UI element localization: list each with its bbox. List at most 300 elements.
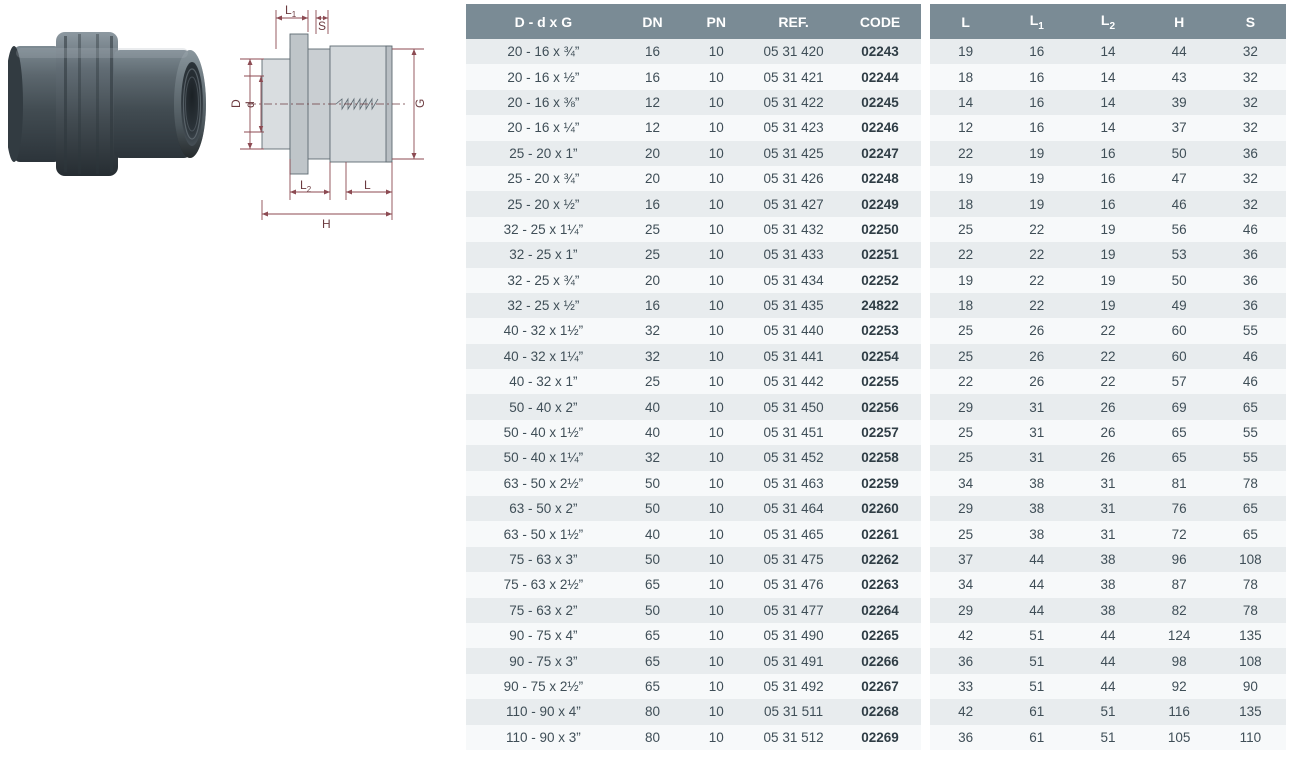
cell-ref: 05 31 492 xyxy=(748,674,839,699)
cell-dn: 20 xyxy=(621,141,685,166)
cell-code: 02264 xyxy=(839,598,921,623)
cell-L1: 38 xyxy=(1001,496,1072,521)
cell-ref: 05 31 420 xyxy=(748,39,839,64)
cell-L: 34 xyxy=(930,471,1001,496)
cell-L: 42 xyxy=(930,699,1001,724)
cell-L: 36 xyxy=(930,725,1001,750)
cell-L1: 31 xyxy=(1001,394,1072,419)
cell-S: 90 xyxy=(1215,674,1286,699)
cell-dn: 40 xyxy=(621,521,685,546)
header-H: H xyxy=(1144,4,1215,39)
table-row xyxy=(930,699,1286,724)
cell-S: 46 xyxy=(1215,217,1286,242)
cell-L: 29 xyxy=(930,598,1001,623)
cell-S: 36 xyxy=(1215,141,1286,166)
cell-ref: 05 31 435 xyxy=(748,293,839,318)
cell-H: 76 xyxy=(1144,496,1215,521)
cell-L2: 14 xyxy=(1072,90,1143,115)
cell-L: 18 xyxy=(930,191,1001,216)
cell-dn: 12 xyxy=(621,115,685,140)
cell-pn: 10 xyxy=(684,318,748,343)
table-row xyxy=(930,420,1286,445)
cell-L2: 44 xyxy=(1072,674,1143,699)
cell-L: 12 xyxy=(930,115,1001,140)
table-row xyxy=(930,674,1286,699)
cell-L1: 22 xyxy=(1001,268,1072,293)
cell-S: 32 xyxy=(1215,115,1286,140)
cell-dimensions: 32 - 25 x 1” xyxy=(466,242,621,267)
cell-code: 02253 xyxy=(839,318,921,343)
drawing-label-L2: $L_2$ xyxy=(300,178,312,194)
cell-L: 25 xyxy=(930,445,1001,470)
cell-L1: 51 xyxy=(1001,623,1072,648)
header-dn: DN xyxy=(621,4,685,39)
table-row xyxy=(466,471,921,496)
table-row xyxy=(466,699,921,724)
cell-code: 02249 xyxy=(839,191,921,216)
cell-code: 02243 xyxy=(839,39,921,64)
cell-H: 53 xyxy=(1144,242,1215,267)
cell-H: 39 xyxy=(1144,90,1215,115)
table-row xyxy=(930,496,1286,521)
cell-dn: 65 xyxy=(621,674,685,699)
cell-S: 32 xyxy=(1215,39,1286,64)
cell-L2: 44 xyxy=(1072,623,1143,648)
cell-dn: 16 xyxy=(621,64,685,89)
cell-dimensions: 63 - 50 x 2½” xyxy=(466,471,621,496)
cell-ref: 05 31 426 xyxy=(748,166,839,191)
cell-ref: 05 31 440 xyxy=(748,318,839,343)
cell-L2: 14 xyxy=(1072,64,1143,89)
cell-H: 60 xyxy=(1144,318,1215,343)
cell-dimensions: 20 - 16 x ½” xyxy=(466,64,621,89)
cell-dn: 80 xyxy=(621,725,685,750)
table-row xyxy=(466,141,921,166)
cell-code: 02259 xyxy=(839,471,921,496)
cell-code: 02247 xyxy=(839,141,921,166)
cell-ref: 05 31 491 xyxy=(748,648,839,673)
cell-S: 65 xyxy=(1215,394,1286,419)
cell-pn: 10 xyxy=(684,90,748,115)
cell-L: 36 xyxy=(930,648,1001,673)
cell-L: 19 xyxy=(930,39,1001,64)
cell-code: 02262 xyxy=(839,547,921,572)
cell-S: 55 xyxy=(1215,445,1286,470)
cell-H: 56 xyxy=(1144,217,1215,242)
cell-code: 02244 xyxy=(839,64,921,89)
cell-pn: 10 xyxy=(684,115,748,140)
table-row xyxy=(930,39,1286,64)
cell-S: 46 xyxy=(1215,369,1286,394)
cell-L: 18 xyxy=(930,64,1001,89)
table-row xyxy=(930,598,1286,623)
table-row xyxy=(466,191,921,216)
cell-dimensions: 20 - 16 x ¼” xyxy=(466,115,621,140)
header-S: S xyxy=(1215,4,1286,39)
cell-S: 135 xyxy=(1215,699,1286,724)
table-row xyxy=(930,521,1286,546)
drawing-label-L: L xyxy=(364,178,371,192)
cell-L1: 22 xyxy=(1001,293,1072,318)
cell-H: 50 xyxy=(1144,268,1215,293)
cell-L: 22 xyxy=(930,141,1001,166)
cell-dimensions: 90 - 75 x 2½” xyxy=(466,674,621,699)
table-row xyxy=(466,344,921,369)
cell-pn: 10 xyxy=(684,572,748,597)
cell-dimensions: 32 - 25 x 1¼” xyxy=(466,217,621,242)
table-row xyxy=(466,90,921,115)
cell-ref: 05 31 441 xyxy=(748,344,839,369)
cell-L1: 22 xyxy=(1001,217,1072,242)
cell-L: 22 xyxy=(930,369,1001,394)
cell-L1: 19 xyxy=(1001,141,1072,166)
cell-ref: 05 31 490 xyxy=(748,623,839,648)
cell-L1: 22 xyxy=(1001,242,1072,267)
table-row xyxy=(466,598,921,623)
cell-dimensions: 50 - 40 x 1½” xyxy=(466,420,621,445)
cell-H: 92 xyxy=(1144,674,1215,699)
table-row xyxy=(930,293,1286,318)
cell-S: 46 xyxy=(1215,344,1286,369)
cell-L2: 38 xyxy=(1072,598,1143,623)
cell-L2: 14 xyxy=(1072,115,1143,140)
cell-pn: 10 xyxy=(684,344,748,369)
cell-dimensions: 20 - 16 x ⅜” xyxy=(466,90,621,115)
cell-H: 50 xyxy=(1144,141,1215,166)
cell-L2: 38 xyxy=(1072,547,1143,572)
cell-dn: 65 xyxy=(621,572,685,597)
cell-ref: 05 31 464 xyxy=(748,496,839,521)
cell-pn: 10 xyxy=(684,521,748,546)
cell-L1: 51 xyxy=(1001,648,1072,673)
cell-ref: 05 31 476 xyxy=(748,572,839,597)
cell-H: 81 xyxy=(1144,471,1215,496)
cell-pn: 10 xyxy=(684,166,748,191)
table-row xyxy=(466,420,921,445)
cell-H: 46 xyxy=(1144,191,1215,216)
cell-L2: 44 xyxy=(1072,648,1143,673)
header-code: CODE xyxy=(839,4,921,39)
cell-L: 19 xyxy=(930,166,1001,191)
cell-dimensions: 63 - 50 x 2” xyxy=(466,496,621,521)
cell-dimensions: 25 - 20 x 1” xyxy=(466,141,621,166)
cell-code: 02256 xyxy=(839,394,921,419)
cell-H: 87 xyxy=(1144,572,1215,597)
product-photo xyxy=(8,14,218,194)
cell-code: 02261 xyxy=(839,521,921,546)
table-row xyxy=(466,115,921,140)
cell-pn: 10 xyxy=(684,39,748,64)
cell-code: 02258 xyxy=(839,445,921,470)
header-L2: $L_2$ xyxy=(1072,4,1143,39)
cell-dimensions: 110 - 90 x 4” xyxy=(466,699,621,724)
cell-dimensions: 50 - 40 x 1¼” xyxy=(466,445,621,470)
cell-dimensions: 40 - 32 x 1” xyxy=(466,369,621,394)
cell-L1: 38 xyxy=(1001,521,1072,546)
cell-L2: 51 xyxy=(1072,699,1143,724)
cell-L2: 22 xyxy=(1072,344,1143,369)
cell-L2: 51 xyxy=(1072,725,1143,750)
cell-L: 25 xyxy=(930,217,1001,242)
cell-pn: 10 xyxy=(684,293,748,318)
table-header-row xyxy=(466,4,921,39)
cell-L2: 19 xyxy=(1072,293,1143,318)
cell-L1: 44 xyxy=(1001,598,1072,623)
cell-dn: 25 xyxy=(621,217,685,242)
cell-code: 02246 xyxy=(839,115,921,140)
table-row xyxy=(466,166,921,191)
cell-L2: 31 xyxy=(1072,521,1143,546)
table-row xyxy=(466,725,921,750)
cell-code: 02257 xyxy=(839,420,921,445)
cell-dn: 40 xyxy=(621,394,685,419)
cell-L1: 26 xyxy=(1001,344,1072,369)
cell-pn: 10 xyxy=(684,191,748,216)
table-row xyxy=(930,648,1286,673)
cell-L: 34 xyxy=(930,572,1001,597)
table-row xyxy=(466,318,921,343)
cell-H: 96 xyxy=(1144,547,1215,572)
table-row xyxy=(466,521,921,546)
cell-S: 108 xyxy=(1215,547,1286,572)
cell-dn: 16 xyxy=(621,191,685,216)
drawing-label-H: H xyxy=(322,217,331,229)
cell-L: 25 xyxy=(930,318,1001,343)
cell-S: 32 xyxy=(1215,166,1286,191)
cell-H: 49 xyxy=(1144,293,1215,318)
table-row xyxy=(930,191,1286,216)
cell-L2: 26 xyxy=(1072,394,1143,419)
cell-L2: 22 xyxy=(1072,318,1143,343)
cell-S: 78 xyxy=(1215,471,1286,496)
table-row xyxy=(466,648,921,673)
cell-L1: 16 xyxy=(1001,39,1072,64)
dims-header-row xyxy=(930,4,1286,39)
cell-pn: 10 xyxy=(684,64,748,89)
cell-S: 108 xyxy=(1215,648,1286,673)
cell-ref: 05 31 450 xyxy=(748,394,839,419)
cell-dimensions: 90 - 75 x 3” xyxy=(466,648,621,673)
cell-H: 82 xyxy=(1144,598,1215,623)
cell-dn: 16 xyxy=(621,39,685,64)
cell-code: 02266 xyxy=(839,648,921,673)
table-row xyxy=(930,445,1286,470)
cell-code: 02248 xyxy=(839,166,921,191)
cell-L2: 26 xyxy=(1072,445,1143,470)
drawing-label-L1: $L_1$ xyxy=(285,4,297,19)
table-row xyxy=(466,293,921,318)
cell-H: 60 xyxy=(1144,344,1215,369)
cell-ref: 05 31 427 xyxy=(748,191,839,216)
cell-dn: 25 xyxy=(621,242,685,267)
cell-L2: 16 xyxy=(1072,191,1143,216)
cell-dn: 50 xyxy=(621,471,685,496)
cell-ref: 05 31 432 xyxy=(748,217,839,242)
cell-ref: 05 31 423 xyxy=(748,115,839,140)
cell-H: 57 xyxy=(1144,369,1215,394)
cell-L2: 16 xyxy=(1072,141,1143,166)
cell-ref: 05 31 425 xyxy=(748,141,839,166)
cell-code: 02260 xyxy=(839,496,921,521)
cell-L1: 61 xyxy=(1001,725,1072,750)
table-row xyxy=(466,445,921,470)
table-row xyxy=(930,725,1286,750)
cell-ref: 05 31 421 xyxy=(748,64,839,89)
cell-dimensions: 50 - 40 x 2” xyxy=(466,394,621,419)
cell-pn: 10 xyxy=(684,598,748,623)
cell-L: 14 xyxy=(930,90,1001,115)
cell-dimensions: 32 - 25 x ¾” xyxy=(466,268,621,293)
product-illustration xyxy=(0,0,462,757)
cell-H: 65 xyxy=(1144,445,1215,470)
cell-S: 65 xyxy=(1215,496,1286,521)
cell-code: 02255 xyxy=(839,369,921,394)
cell-code: 02269 xyxy=(839,725,921,750)
cell-L1: 31 xyxy=(1001,420,1072,445)
cell-S: 65 xyxy=(1215,521,1286,546)
cell-L1: 38 xyxy=(1001,471,1072,496)
cell-ref: 05 31 465 xyxy=(748,521,839,546)
cell-L: 25 xyxy=(930,420,1001,445)
header-ref: REF. xyxy=(748,4,839,39)
cell-L1: 19 xyxy=(1001,191,1072,216)
cell-S: 36 xyxy=(1215,242,1286,267)
cell-dn: 16 xyxy=(621,293,685,318)
table-row xyxy=(466,674,921,699)
table-row xyxy=(930,572,1286,597)
table-row xyxy=(930,242,1286,267)
cell-L2: 31 xyxy=(1072,471,1143,496)
cell-pn: 10 xyxy=(684,420,748,445)
cell-pn: 10 xyxy=(684,369,748,394)
cell-L2: 22 xyxy=(1072,369,1143,394)
cell-L: 25 xyxy=(930,344,1001,369)
cell-L1: 16 xyxy=(1001,64,1072,89)
table-row xyxy=(930,623,1286,648)
table-row xyxy=(466,572,921,597)
table-row xyxy=(930,115,1286,140)
cell-dimensions: 40 - 32 x 1¼” xyxy=(466,344,621,369)
cell-pn: 10 xyxy=(684,699,748,724)
table-row xyxy=(930,471,1286,496)
cell-code: 02250 xyxy=(839,217,921,242)
product-reference-table xyxy=(466,4,921,750)
cell-ref: 05 31 442 xyxy=(748,369,839,394)
cell-L2: 14 xyxy=(1072,39,1143,64)
cell-H: 37 xyxy=(1144,115,1215,140)
cell-pn: 10 xyxy=(684,623,748,648)
cell-pn: 10 xyxy=(684,268,748,293)
cell-L1: 61 xyxy=(1001,699,1072,724)
cell-L: 19 xyxy=(930,268,1001,293)
cell-S: 55 xyxy=(1215,420,1286,445)
cell-H: 98 xyxy=(1144,648,1215,673)
cell-pn: 10 xyxy=(684,725,748,750)
table-row xyxy=(466,496,921,521)
cell-L1: 51 xyxy=(1001,674,1072,699)
cell-dn: 32 xyxy=(621,318,685,343)
cell-L: 25 xyxy=(930,521,1001,546)
cell-dimensions: 40 - 32 x 1½” xyxy=(466,318,621,343)
cell-H: 69 xyxy=(1144,394,1215,419)
cell-code: 02245 xyxy=(839,90,921,115)
cell-dn: 32 xyxy=(621,344,685,369)
table-row xyxy=(466,39,921,64)
drawing-label-D: D xyxy=(229,99,243,108)
cell-dn: 50 xyxy=(621,547,685,572)
cell-code: 02265 xyxy=(839,623,921,648)
cell-S: 110 xyxy=(1215,725,1286,750)
table-row xyxy=(466,268,921,293)
cell-S: 32 xyxy=(1215,90,1286,115)
cell-S: 135 xyxy=(1215,623,1286,648)
dimensions-table xyxy=(930,4,1286,750)
cell-pn: 10 xyxy=(684,648,748,673)
cell-L: 29 xyxy=(930,496,1001,521)
table-row xyxy=(466,242,921,267)
cell-L1: 26 xyxy=(1001,318,1072,343)
cell-pn: 10 xyxy=(684,445,748,470)
cell-S: 36 xyxy=(1215,293,1286,318)
cell-S: 36 xyxy=(1215,268,1286,293)
cell-H: 116 xyxy=(1144,699,1215,724)
cell-ref: 05 31 511 xyxy=(748,699,839,724)
cell-dn: 50 xyxy=(621,598,685,623)
cell-pn: 10 xyxy=(684,547,748,572)
cell-H: 44 xyxy=(1144,39,1215,64)
cell-pn: 10 xyxy=(684,217,748,242)
cell-L1: 19 xyxy=(1001,166,1072,191)
cell-L2: 19 xyxy=(1072,217,1143,242)
cell-dimensions: 25 - 20 x ½” xyxy=(466,191,621,216)
table-row xyxy=(930,318,1286,343)
table-row xyxy=(930,344,1286,369)
table-row xyxy=(930,64,1286,89)
cell-code: 02254 xyxy=(839,344,921,369)
cell-S: 78 xyxy=(1215,598,1286,623)
table-row xyxy=(930,166,1286,191)
cell-L2: 19 xyxy=(1072,268,1143,293)
cell-H: 105 xyxy=(1144,725,1215,750)
cell-code: 02268 xyxy=(839,699,921,724)
cell-L2: 38 xyxy=(1072,572,1143,597)
drawing-label-G: G xyxy=(413,98,427,108)
cell-L2: 26 xyxy=(1072,420,1143,445)
cell-dn: 12 xyxy=(621,90,685,115)
table-row xyxy=(930,394,1286,419)
cell-H: 65 xyxy=(1144,420,1215,445)
cell-pn: 10 xyxy=(684,496,748,521)
cell-L2: 19 xyxy=(1072,242,1143,267)
cell-L1: 31 xyxy=(1001,445,1072,470)
header-dimensions: D - d x G xyxy=(466,4,621,39)
cell-dimensions: 75 - 63 x 3” xyxy=(466,547,621,572)
cell-S: 32 xyxy=(1215,64,1286,89)
table-row xyxy=(930,268,1286,293)
cell-dimensions: 32 - 25 x ½” xyxy=(466,293,621,318)
cell-dn: 50 xyxy=(621,496,685,521)
cell-dn: 32 xyxy=(621,445,685,470)
cell-S: 55 xyxy=(1215,318,1286,343)
table-row xyxy=(930,141,1286,166)
table-row xyxy=(466,394,921,419)
cell-pn: 10 xyxy=(684,471,748,496)
cell-H: 47 xyxy=(1144,166,1215,191)
table-row xyxy=(930,217,1286,242)
cell-dn: 20 xyxy=(621,166,685,191)
cell-L1: 26 xyxy=(1001,369,1072,394)
cell-L1: 16 xyxy=(1001,115,1072,140)
